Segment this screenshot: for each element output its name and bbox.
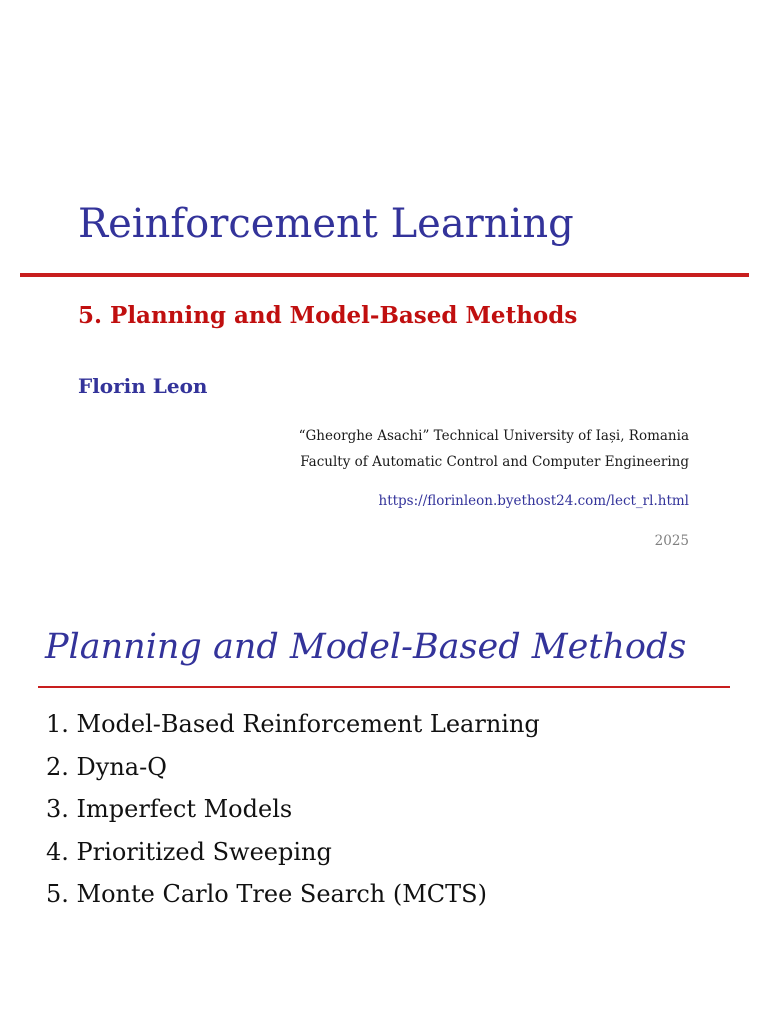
lecture-subtitle: 5. Planning and Model-Based Methods [78,302,578,329]
outline-item: 4. Prioritized Sweeping [46,837,332,866]
outline-divider [38,686,730,688]
faculty-name: Faculty of Automatic Control and Computer Engineering [300,454,689,470]
outline-item: 1. Model-Based Reinforcement Learning [46,710,540,738]
outline-item: 5. Monte Carlo Tree Search (MCTS) [46,880,487,908]
course-link[interactable]: https://florinleon.byethost24.com/lect_rl.html [378,493,689,509]
outline-list [46,708,540,921]
outline-item: 3. Imperfect Models [46,795,293,823]
outline-slide [0,580,768,1024]
outline-title: Planning and Model-Based Methods [45,627,687,667]
title-divider [20,273,749,277]
deck-title: Reinforcement Learning [78,201,574,247]
university-name: “Gheorghe Asachi” Technical University of Iași, Romania [298,428,689,444]
author-name: Florin Leon [78,374,208,398]
outline-item: 2. Dyna-Q [46,752,167,781]
year-label: 2025 [654,533,689,549]
